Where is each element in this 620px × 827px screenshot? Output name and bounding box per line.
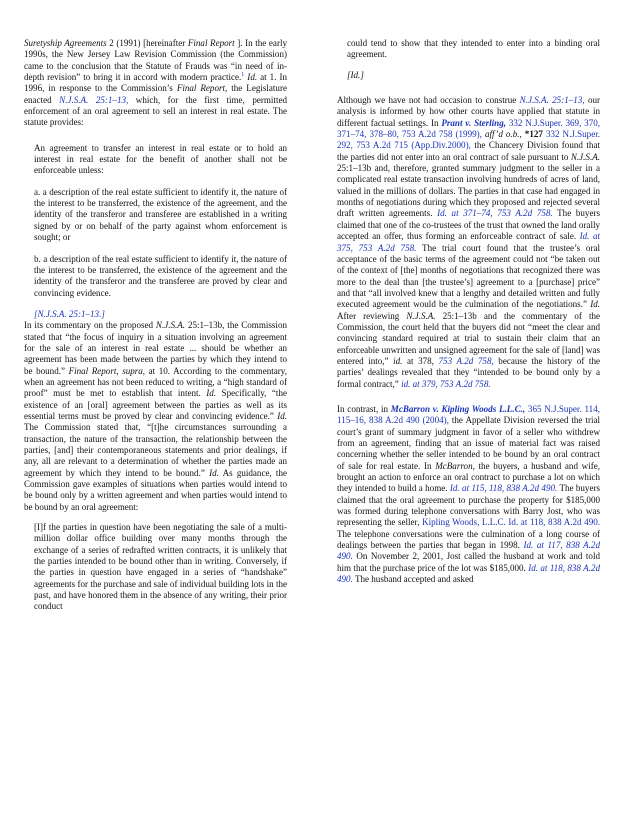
left-column: [24, 38, 287, 623]
text: The trial court found that the trustee’s oral acceptance of the basic terms of the agreement could not “be taken out of the context of [the] months of negotiations that recognized there was more to the deal than [the trustee’s] agreement to a [purchase] price” and that “all involved knew that a lengthy and detailed written and fully executed agreement would be the culmination of the negotiations.”: [337, 242, 600, 310]
case-link-prant[interactable]: Prant v. Sterling,: [441, 117, 506, 128]
text: The buyers claimed that the oral agreement to purchase the property for $185,000 was formed during telephone conversations with Barry Jost, who was representing the seller,: [337, 483, 600, 528]
paragraph-commentary: [24, 320, 287, 513]
reporter-link[interactable]: 332 N.J.Super. 292, 753 A.2d 715 (App.Div.2000),: [337, 129, 600, 151]
text: the Legislature enacted: [24, 83, 287, 105]
text: The husband accepted and asked: [352, 574, 474, 585]
text: 2 (1991) [hereinafter: [106, 38, 188, 48]
text: our analysis is informed by how other courts have applied that statute in different factual settings. In: [337, 95, 600, 128]
text: Id.: [244, 72, 258, 83]
text: because the history of the parties’ dealings revealed that they “intended to be bound only by a formal contract,”: [337, 355, 600, 389]
text: In contrast, in: [337, 403, 391, 414]
text: at 10. According to the commentary, when an agreement has not been reduced to writing, a “high standard of proof” must be met to establish that intent.: [24, 365, 287, 399]
text: In its commentary on the proposed: [24, 320, 156, 331]
text: 25:1–13b, the Commission stated that “the focus of inquiry in a situation involving an agreement for the sale of an interest in real estate ... should be whether an agreement has been made between the parties by which they intend to be bound.”: [24, 320, 287, 376]
pin-cite-link[interactable]: Id. at 117, 838 A.2d 490.: [337, 540, 600, 562]
text: the Chancery Division found that the parties did not enter into an oral contract of sale pursuant to: [337, 140, 600, 162]
pin-cite-link[interactable]: Kipling Woods, L.L.C. Id. at 118, 838 A.2d 490.: [422, 517, 600, 528]
text: Id.: [209, 467, 219, 478]
text: Final Report, supra,: [68, 365, 146, 376]
text: Id.: [590, 299, 600, 310]
pin-cite-link[interactable]: Id. at 115, 118, 838 A.2d 490.: [449, 483, 558, 494]
pin-cite-link[interactable]: Id. at 371–74, 753 A.2d 758.: [437, 208, 553, 219]
opinion-page: [24, 38, 600, 818]
text: As guidance, the Commission gave examples of situations when parties would intend to be bound only by a written agreement and when parties would intend to be bound by an oral agreement:: [24, 467, 287, 512]
text: Id.: [206, 388, 217, 399]
text: McBarron,: [435, 460, 475, 471]
statute-citation-link[interactable]: [N.J.S.A. 25:1–13.]: [34, 308, 105, 319]
right-column: [337, 38, 600, 594]
pin-cite-link[interactable]: Id. at 118, 838 A.2d 490.: [337, 562, 600, 585]
text: Final Report: [187, 38, 235, 48]
paragraph-statute-history: [24, 38, 287, 129]
pin-cite-link[interactable]: id. at 379, 753 A.2d 758.: [401, 378, 491, 389]
text: Specifically, “the existence of an [oral] agreement between the parties as well as its essential terms must be proved by clear and convincing evidence.”: [24, 388, 287, 421]
statute-intro: An agreement to transfer an interest in real estate or to hold an interest in real estate for the benefit of another shall not be enforceable unless:: [34, 142, 287, 176]
pin-cite-link[interactable]: Id. at 375, 753 A.2d 758.: [337, 231, 600, 253]
text: Although we have not had occasion to construe: [337, 95, 520, 106]
text: which, for the first time, permitted enforcement of an oral agreement to sell an interest in real estate. The statute provides:: [24, 94, 287, 128]
reporter-link[interactable]: 365 N.J.Super. 114, 115–16, 838 A.2d 490 (2004),: [337, 403, 600, 426]
footnote-link[interactable]: 1: [241, 72, 245, 79]
paragraph-prant: [337, 95, 600, 390]
text: 25:1–13b and the commentary of the Commission, the court held that the buyers did not “meet the clear and convincing standard required at trial to sustain their claim that an enforceable unwritten and unsigned agreement for the sale of [land] was entered into,”: [337, 310, 600, 366]
text: the buyers, a husband and wife, brought an action to enforce an oral contract to purchase a lot on which they intended to build a home.: [337, 460, 600, 494]
text: Id.: [277, 410, 287, 421]
reporter-link[interactable]: 753 A.2d 758,: [438, 355, 494, 366]
text: The telephone conversations were the culmination of a long course of dealings between the parties that began in 1998.: [337, 528, 600, 551]
commission-blockquote: [34, 522, 287, 613]
text: Final Report,: [176, 83, 228, 94]
commission-quote: [I]f the parties in question have been negotiating the sale of a multi-million dollar office building over many months through the exchange of a series of redrafted written contracts, it is unlikely that the parties intended to be bound other than in writing. Conversely, if the parties in question have engaged in a series of “handshake” agreements for the purchase and sale of individual building lots in the past, and have honored them in the absence of any writing, their prior conduct: [34, 522, 287, 612]
text: After reviewing: [337, 310, 407, 321]
statute-clause-a: a. a description of the real estate sufficient to identify it, the nature of the interest to be transferred, the existence of the agreement, and the identity of the transferor and transferee are established in a writing signed by or on behalf of the party against whom enforcement is sought; or: [34, 186, 287, 243]
text: could tend to show that they intended to enter into a binding oral agreement.: [347, 38, 600, 60]
statute-clause-b: b. a description of the real estate sufficient to identify it, the nature of the interest to be transferred, the existence of the agreement and the identity of the transferor and the transferee are proved by clear and convincing evidence.: [34, 253, 287, 298]
commission-quote-continued: [347, 38, 600, 81]
text: at 378,: [402, 355, 439, 366]
text: N.J.S.A.: [570, 151, 600, 162]
text: at 1. In 1996, in response to the Commission’s: [24, 72, 287, 94]
text: N.J.S.A.: [406, 310, 436, 321]
text: the Appellate Division reversed the trial court’s grant of summary judgment in favor of a seller who withdrew from an agreement, finding that an issue of material fact was raised concerning whether the seller intended to be bound by an oral contract of sale for real estate. In: [337, 415, 601, 471]
text: On November 2, 2001, Jost called the husband at work and told him that the purchase price of the lot was $185,000.: [337, 551, 600, 573]
quote-citation: [Id.]: [347, 69, 364, 80]
text: 25:1–13b and, therefore, granted summary judgment to the seller in a complicated real estate transaction involving hundreds of acres of land, valued in the millions of dollars. The parties in that case had engaged in months of negotiations during which they proposed and rejected several draft written agreements.: [337, 163, 600, 219]
statute-link[interactable]: N.J.S.A. 25:1–13,: [59, 94, 129, 105]
statute-blockquote: [34, 143, 287, 320]
statute-link[interactable]: N.J.S.A. 25:1–13,: [519, 95, 585, 106]
text: id.: [393, 355, 403, 366]
paragraph-mcbarron: [337, 404, 600, 586]
citation-title: Suretyship Agreements: [24, 38, 107, 48]
text: The Commission stated that, “[t]he circumstances surrounding a transaction, the nature of the transaction, the relationship between the parties, [and] their contemporaneous statements and prior dealings, if any, all are relevant to a determination of whether the parties made an agreement by which they intend to be bound.”: [24, 422, 287, 478]
text: The buyers claimed that one of the co-trustees of the trust that owned the land orally accepted an offer, thus forming an enforceable contract of sale.: [337, 208, 600, 242]
text: N.J.S.A.: [155, 320, 186, 331]
star-page: *127: [521, 129, 546, 140]
text: ]. In the early 1990s, the New Jersey Law Revision Commission (the Commission) came to the conclusion that the Statute of Frauds was “in need of in-depth revision” to bring it in accord with modern practice.: [24, 38, 287, 83]
text: aff’d o.b.,: [481, 129, 522, 140]
case-link-mcbarron[interactable]: McBarron v. Kipling Woods L.L.C.,: [390, 403, 526, 414]
reporter-link[interactable]: 332 N.J.Super. 369, 370, 371–74, 378–80, 753 A.2d 758 (1999),: [337, 117, 600, 140]
